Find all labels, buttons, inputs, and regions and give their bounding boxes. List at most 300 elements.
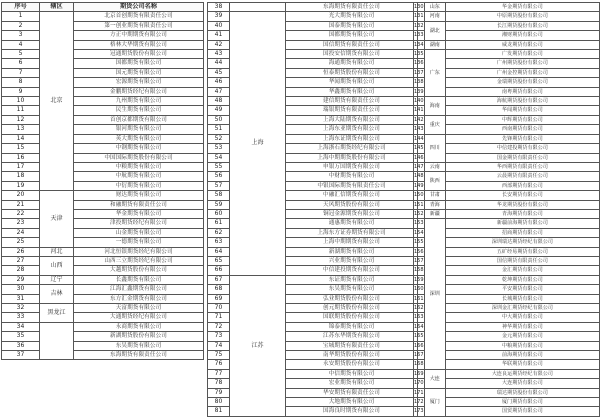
region-cell: 云南 [424,162,445,171]
row-seq-number: 161 [414,295,424,302]
row-seq-number: 44 [208,59,230,68]
row-seq-number: 81 [208,407,230,416]
table-row [2,351,204,360]
row-seq-number: 171 [414,389,424,396]
company-name-cell: 东海期货有限责任公司 [286,3,418,12]
row-seq-number: 152 [414,210,424,217]
company-name-cell: 首创京都期货有限公司 [74,115,204,124]
company-name-cell: 江海汇鑫期货有限公司 [74,285,204,294]
table-row [2,97,204,106]
row-seq-number: 21 [2,200,40,209]
futures-company-table-c [413,2,600,417]
company-name-cell: 金汇期货有限公司 [445,266,599,275]
row-seq-number: 148 [414,173,424,180]
row-seq-number: 64 [208,247,230,256]
row-seq-number: 33 [2,313,40,322]
company-name-cell: 长城期货有限公司 [445,294,599,303]
row-seq-number: 58 [208,191,230,200]
company-name-cell: 东吴期货有限公司 [74,341,204,350]
region-cell: 四川 [424,134,445,162]
company-name-cell: 东方汇金期货有限公司 [74,294,204,303]
table-row [2,68,204,77]
row-seq-number: 137 [414,69,424,76]
company-name-cell: 华联期货有限公司 [445,360,599,369]
company-name-cell: 中粮期货有限公司 [74,162,204,171]
row-seq-number: 130 [414,4,424,10]
company-name-cell: 中原期货股份有限公司 [445,12,599,21]
table-row [414,21,600,30]
region-cell: 天津 [40,191,74,247]
row-seq-number: 145 [414,145,424,152]
table-column-b [207,2,418,417]
company-name-cell: 华金期货有限公司 [74,209,204,218]
row-seq-number: 138 [414,79,424,86]
row-seq-number: 20 [2,191,40,200]
company-name-cell: 冠通期货股份有限公司 [74,50,204,59]
row-seq-number: 143 [414,126,424,133]
region-cell: 甘肃 [424,191,445,200]
row-seq-number: 132 [414,22,424,29]
row-seq-number: 151 [414,201,424,208]
row-seq-number: 147 [414,163,424,170]
company-name-cell: 中钢期货有限公司 [74,144,204,153]
company-name-cell: 深圳金汇期货经纪有限公司 [445,304,599,313]
company-name-cell: 西部期货有限公司 [445,181,599,190]
company-name-cell: 神华期货有限公司 [445,322,599,331]
table-row [2,275,204,284]
company-name-cell: 天富期货有限公司 [74,304,204,313]
company-name-cell: 广州金控期货有限公司 [445,68,599,77]
row-seq-number: 27 [2,256,40,265]
company-name-cell: 厦门期货有限公司 [445,398,599,407]
company-name-cell: 永安期货股份有限公司 [286,360,418,369]
table-header-row [2,3,204,12]
company-name-cell: 深圳瑞达期货经纪有限公司 [445,238,599,247]
futures-company-table-b [207,2,418,417]
company-name-cell: 一德期货有限公司 [74,238,204,247]
company-name-cell: 国泰期货有限公司 [286,21,418,30]
row-seq-number: 67 [208,275,230,284]
row-seq-number: 18 [2,172,40,181]
company-name-cell: 华闻期货有限公司 [445,106,599,115]
company-name-cell: 上海东亚期货有限公司 [286,125,418,134]
row-seq-number: 153 [414,220,424,227]
row-seq-number: 72 [208,322,230,331]
row-seq-number: 38 [208,3,230,12]
row-seq-number: 168 [414,361,424,368]
company-name-cell: 大连良运期货经纪有限公司 [445,369,599,378]
row-seq-number: 25 [2,238,40,247]
row-seq-number: 155 [414,239,424,246]
company-name-cell: 津投期货经纪有限公司 [74,219,204,228]
table-row [414,97,600,106]
table-row [2,162,204,171]
row-seq-number: 1 [2,12,40,21]
row-seq-number: 169 [414,370,424,377]
row-seq-number: 49 [208,106,230,115]
company-name-cell: 永商期货有限公司 [74,322,204,331]
company-name-cell: 华龙期货股份有限公司 [445,200,599,209]
company-name-cell: 山西三立期货经纪有限公司 [74,256,204,265]
company-name-cell: 山金期货有限公司 [74,228,204,237]
row-seq-number: 6 [2,59,40,68]
row-seq-number: 2 [2,21,40,30]
region-cell: 北京 [40,12,74,191]
table-row [2,153,204,162]
row-seq-number: 135 [414,51,424,58]
row-seq-number: 156 [414,248,424,255]
row-seq-number: 50 [208,115,230,124]
company-name-cell: 财达期货有限公司 [74,191,204,200]
region-cell: 山西 [40,256,74,275]
company-name-cell: 东吴期货有限公司 [286,285,418,294]
header-region: 辖区 [40,3,74,12]
company-name-cell: 宏源期货有限公司 [74,78,204,87]
row-seq-number: 142 [414,116,424,123]
table-row [2,191,204,200]
company-name-cell: 华鑫期货有限公司 [286,87,418,96]
table-row [414,219,600,228]
company-name-cell: 海通期货有限公司 [286,59,418,68]
row-seq-number: 74 [208,341,230,350]
row-seq-number: 7 [2,68,40,77]
company-name-cell: 中信建投期货有限公司 [445,144,599,153]
table-row [2,78,204,87]
row-seq-number: 131 [414,13,424,20]
row-seq-number: 77 [208,369,230,378]
row-seq-number: 36 [2,341,40,350]
company-name-cell: 九州期货有限公司 [74,97,204,106]
row-seq-number: 51 [208,125,230,134]
company-name-cell: 通惠期货有限公司 [286,219,418,228]
table-row [2,266,204,275]
table-row [2,200,204,209]
table-row [2,12,204,21]
row-seq-number: 61 [208,219,230,228]
company-name-cell: 天风期货股份有限公司 [286,200,418,209]
company-name-cell: 第一创业期货有限责任公司 [74,21,204,30]
row-seq-number: 66 [208,266,230,275]
table-row [2,31,204,40]
row-seq-number: 173 [414,408,424,415]
company-name-cell: 大地期货有限公司 [286,398,418,407]
table-row [414,134,600,143]
row-seq-number: 56 [208,172,230,181]
company-name-cell: 新疆前海期货有限公司 [445,219,599,228]
company-name-cell: 弘业期货股份有限公司 [286,294,418,303]
row-seq-number: 22 [2,209,40,218]
company-name-cell: 金元期货有限公司 [445,332,599,341]
region-cell: 湖北 [424,21,445,40]
company-name-cell: 金瑞期货股份有限公司 [445,78,599,87]
table-row [2,256,204,265]
region-cell: 湖南 [424,40,445,49]
row-seq-number: 11 [2,106,40,115]
table-row [414,40,600,49]
row-seq-number: 34 [2,322,40,331]
row-seq-number: 78 [208,379,230,388]
company-name-cell: 中国国际期货股份有限公司 [74,153,204,162]
table-row [2,125,204,134]
row-seq-number: 17 [2,162,40,171]
table-row [414,209,600,218]
region-cell: 新疆 [424,209,445,218]
row-seq-number: 68 [208,285,230,294]
company-name-cell: 新湖期货股份有限公司 [74,332,204,341]
company-name-cell: 华西期货有限责任公司 [445,162,599,171]
row-seq-number: 164 [414,323,424,330]
table-row [2,294,204,303]
row-seq-number: 9 [2,87,40,96]
row-seq-number: 32 [2,304,40,313]
table-row [2,285,204,294]
row-seq-number: 40 [208,21,230,30]
row-seq-number: 80 [208,398,230,407]
row-seq-number: 37 [2,351,40,360]
row-seq-number: 69 [208,294,230,303]
row-seq-number: 29 [2,275,40,284]
row-seq-number: 23 [2,219,40,228]
region-cell [40,322,74,360]
region-cell: 山东 [424,3,445,12]
row-seq-number: 75 [208,351,230,360]
company-name-cell: 英大期货有限公司 [74,134,204,143]
company-name-cell: 西南期货有限公司 [445,125,599,134]
company-name-cell: 中粮期货有限公司 [445,341,599,350]
company-name-cell: 上海大陆期货有限公司 [286,115,418,124]
row-seq-number: 166 [414,342,424,349]
table-row [414,50,600,59]
row-seq-number: 28 [2,266,40,275]
row-seq-number: 43 [208,50,230,59]
table-row [2,247,204,256]
company-name-cell: 银河期货有限公司 [74,125,204,134]
company-name-cell: 华安期货有限责任公司 [286,388,418,397]
company-name-cell: 平安期货有限公司 [445,285,599,294]
row-seq-number: 144 [414,135,424,142]
company-name-cell: 云晨期货有限责任公司 [445,172,599,181]
company-name-cell: 国都期货有限公司 [286,31,418,40]
region-cell: 河南 [424,12,445,21]
company-name-cell: 国都期货有限公司 [74,59,204,68]
company-name-cell: 申银万国期货有限公司 [286,162,418,171]
row-seq-number: 57 [208,181,230,190]
futures-company-table-a [1,2,204,360]
table-column-a [1,2,204,360]
row-seq-number: 170 [414,380,424,387]
row-seq-number: 157 [414,257,424,264]
company-name-cell: 宝城期货有限责任公司 [286,341,418,350]
company-name-cell: 青海期货有限公司 [445,209,599,218]
row-seq-number: 71 [208,313,230,322]
table-row [414,172,600,181]
region-cell: 厦门 [424,388,445,416]
region-cell: 重庆 [424,115,445,134]
region-cell: 吉林 [40,285,74,304]
company-name-cell: 国海良时期货有限公司 [286,407,418,416]
company-name-cell: 国金期货有限责任公司 [445,153,599,162]
table-row [208,3,418,12]
header-seq: 序号 [2,3,40,12]
row-seq-number: 39 [208,12,230,21]
company-name-cell: 广发期货有限公司 [445,50,599,59]
table-row [2,144,204,153]
company-name-cell: 国联期货股份有限公司 [286,313,418,322]
company-name-cell: 五矿经易期货有限公司 [445,247,599,256]
company-name-cell: 湘财期货有限公司 [445,31,599,40]
row-seq-number: 16 [2,153,40,162]
row-seq-number: 154 [414,229,424,236]
company-name-cell: 海航期货股份有限公司 [445,97,599,106]
table-row [2,50,204,59]
row-seq-number: 35 [2,332,40,341]
row-seq-number: 76 [208,360,230,369]
region-cell: 上海 [230,12,286,275]
company-name-cell: 方正中期期货有限公司 [74,31,204,40]
row-seq-number: 41 [208,31,230,40]
company-name-cell: 上海浙石期货经纪有限公司 [286,144,418,153]
company-name-cell: 东证期货有限公司 [286,275,418,284]
company-name-cell: 长安期货有限公司 [445,191,599,200]
row-seq-number: 19 [2,181,40,190]
row-seq-number: 139 [414,88,424,95]
company-name-cell: 民生期货有限公司 [74,106,204,115]
company-name-cell: 建信期货有限责任公司 [286,97,418,106]
row-seq-number: 63 [208,238,230,247]
company-name-cell: 长鑫期货有限公司 [74,275,204,284]
table-row [414,388,600,397]
row-seq-number: 150 [414,192,424,199]
company-name-cell: 创元期货股份有限公司 [286,304,418,313]
company-name-cell: 大通期货经纪有限公司 [74,313,204,322]
row-seq-number: 146 [414,154,424,161]
row-seq-number: 46 [208,78,230,87]
table-row [2,228,204,237]
company-name-cell: 华闻期货有限公司 [286,78,418,87]
company-name-cell: 国元期货有限公司 [74,68,204,77]
row-seq-number: 4 [2,40,40,49]
region-cell: 广东 [424,50,445,97]
company-name-cell: 中财期货有限公司 [286,172,418,181]
table-row [2,238,204,247]
row-seq-number: 26 [2,247,40,256]
company-name-cell: 南粤期货有限公司 [445,87,599,96]
company-name-cell: 瑞银期货有限责任公司 [286,106,418,115]
company-name-cell: 国信期货有限责任公司 [445,256,599,265]
table-column-c [413,2,600,417]
row-seq-number: 31 [2,294,40,303]
region-cell: 陕西 [424,172,445,191]
company-name-cell: 恒泰期货股份有限公司 [286,68,418,77]
company-name-cell: 华金期货有限公司 [445,3,599,12]
table-row [2,106,204,115]
row-seq-number: 59 [208,200,230,209]
company-name-cell: 大越期货股份有限公司 [74,266,204,275]
row-seq-number: 52 [208,134,230,143]
row-seq-number: 55 [208,162,230,171]
row-seq-number: 159 [414,276,424,283]
row-seq-number: 13 [2,125,40,134]
company-name-cell: 招商期货有限公司 [445,228,599,237]
region-cell: 深圳 [424,219,445,370]
region-cell: 河北 [40,247,74,256]
company-name-cell: 宏业期货有限公司 [286,379,418,388]
table-row [414,369,600,378]
company-name-cell: 上海中期期货股份有限公司 [286,153,418,162]
row-seq-number: 136 [414,60,424,67]
company-name-cell: 锦泰期货有限公司 [286,322,418,331]
table-row [2,209,204,218]
header-company: 期货公司名称 [74,3,204,12]
table-row [2,59,204,68]
row-seq-number: 12 [2,115,40,124]
table-row [2,115,204,124]
row-seq-number: 47 [208,87,230,96]
company-name-cell: 瑞达期货股份有限公司 [445,388,599,397]
company-name-cell: 国贸期货有限公司 [445,407,599,416]
table-row [2,313,204,322]
table-row [2,322,204,331]
table-row [208,12,418,21]
row-seq-number: 15 [2,144,40,153]
row-seq-number: 3 [2,31,40,40]
row-seq-number: 172 [414,399,424,406]
row-seq-number: 79 [208,388,230,397]
table-row [2,134,204,143]
table-row [208,275,418,284]
company-name-cell: 铜冠金源期货有限公司 [286,209,418,218]
row-seq-number: 65 [208,256,230,265]
company-name-cell: 格林大华期货有限公司 [74,40,204,49]
table-row [2,304,204,313]
company-name-cell: 中衍期货有限公司 [74,181,204,190]
region-cell: 青海 [424,200,445,209]
company-name-cell: 河北恒银期货经纪有限公司 [74,247,204,256]
row-seq-number: 53 [208,144,230,153]
row-seq-number: 158 [414,267,424,274]
company-name-cell: 广州期货股份有限公司 [445,59,599,68]
table-row [2,87,204,96]
table-row [2,172,204,181]
company-name-cell: 东海期货有限责任公司 [74,351,204,360]
table-row [414,200,600,209]
company-name-cell: 中融汇信期货有限公司 [286,191,418,200]
table-row [2,21,204,30]
row-seq-number: 48 [208,97,230,106]
company-name-cell: 上海东方证券期货有限公司 [286,228,418,237]
row-seq-number: 30 [2,285,40,294]
company-name-cell: 江苏东华期货有限公司 [286,332,418,341]
row-seq-number: 70 [208,304,230,313]
row-seq-number: 54 [208,153,230,162]
company-name-cell: 威龙期货有限公司 [445,40,599,49]
table-row [2,341,204,350]
row-seq-number: 14 [2,134,40,143]
row-seq-number: 5 [2,50,40,59]
row-seq-number: 160 [414,286,424,293]
company-name-cell: 光大期货有限公司 [286,12,418,21]
row-seq-number: 162 [414,305,424,311]
company-name-cell: 乾坤期货有限公司 [445,275,599,284]
table-row [414,3,600,12]
row-seq-number: 10 [2,97,40,106]
company-name-cell: 国投安信期货有限公司 [286,50,418,59]
row-seq-number: 60 [208,209,230,218]
row-seq-number: 149 [414,182,424,189]
row-seq-number: 163 [414,314,424,321]
table-row [414,191,600,200]
company-name-cell: 长江期货股份有限公司 [445,21,599,30]
